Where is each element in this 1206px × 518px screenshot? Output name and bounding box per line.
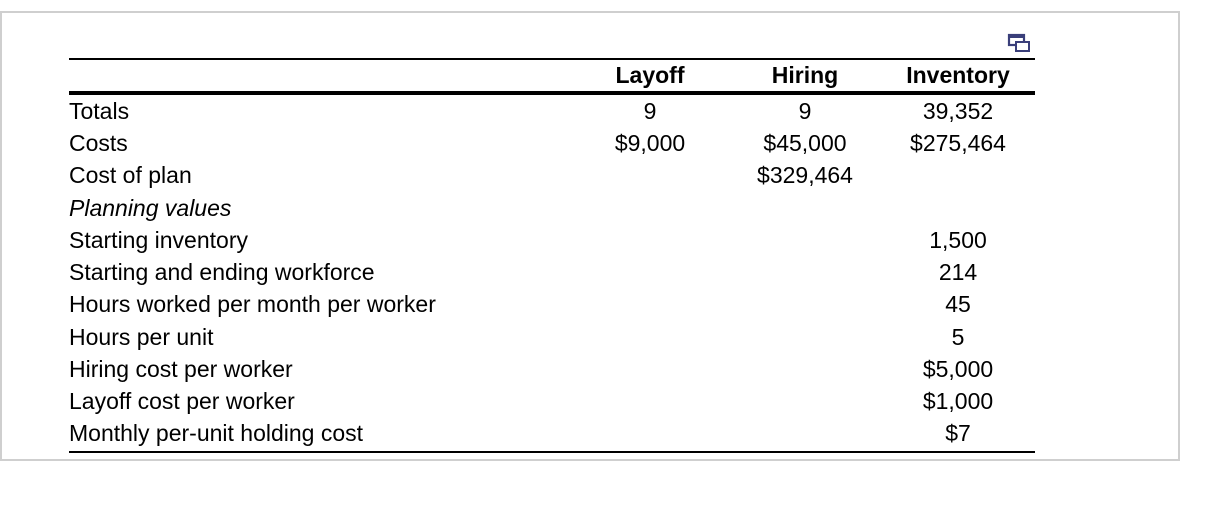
planning-label-hours-per-unit: Hours per unit (69, 324, 214, 350)
planning-label-workforce: Starting and ending workforce (69, 259, 375, 285)
planning-values-heading: Planning values (69, 195, 232, 221)
costs-label: Costs (69, 130, 128, 156)
totals-inventory: 39,352 (922, 98, 994, 124)
planning-label-hours-per-month: Hours worked per month per worker (69, 291, 436, 317)
planning-value-holding-cost: $7 (945, 420, 971, 446)
planning-value-workforce: 214 (938, 259, 978, 285)
cost-of-plan-label: Cost of plan (69, 162, 192, 188)
planning-label-hiring-cost: Hiring cost per worker (69, 356, 293, 382)
planning-value-hours-per-unit: 5 (951, 324, 965, 350)
totals-layoff: 9 (643, 98, 657, 124)
table-bottom-rule (69, 451, 1035, 453)
totals-hiring: 9 (798, 98, 812, 124)
costs-hiring: $45,000 (763, 130, 847, 156)
header-layoff: Layoff (615, 62, 685, 88)
cost-of-plan-value: $329,464 (757, 162, 853, 188)
planning-value-starting-inventory: 1,500 (929, 227, 987, 253)
planning-value-layoff-cost: $1,000 (922, 388, 994, 414)
costs-layoff: $9,000 (614, 130, 686, 156)
planning-value-hours-per-month: 45 (945, 291, 971, 317)
planning-value-hiring-cost: $5,000 (922, 356, 994, 382)
costs-inventory: $275,464 (910, 130, 1006, 156)
planning-label-starting-inventory: Starting inventory (69, 227, 248, 253)
planning-label-layoff-cost: Layoff cost per worker (69, 388, 295, 414)
header-hiring: Hiring (771, 62, 839, 88)
table-top-rule (69, 58, 1035, 60)
header-rule (69, 91, 1035, 95)
planning-label-holding-cost: Monthly per-unit holding cost (69, 420, 364, 446)
totals-label: Totals (69, 98, 130, 124)
copy-icon[interactable] (1007, 33, 1031, 53)
header-inventory: Inventory (906, 62, 1010, 88)
